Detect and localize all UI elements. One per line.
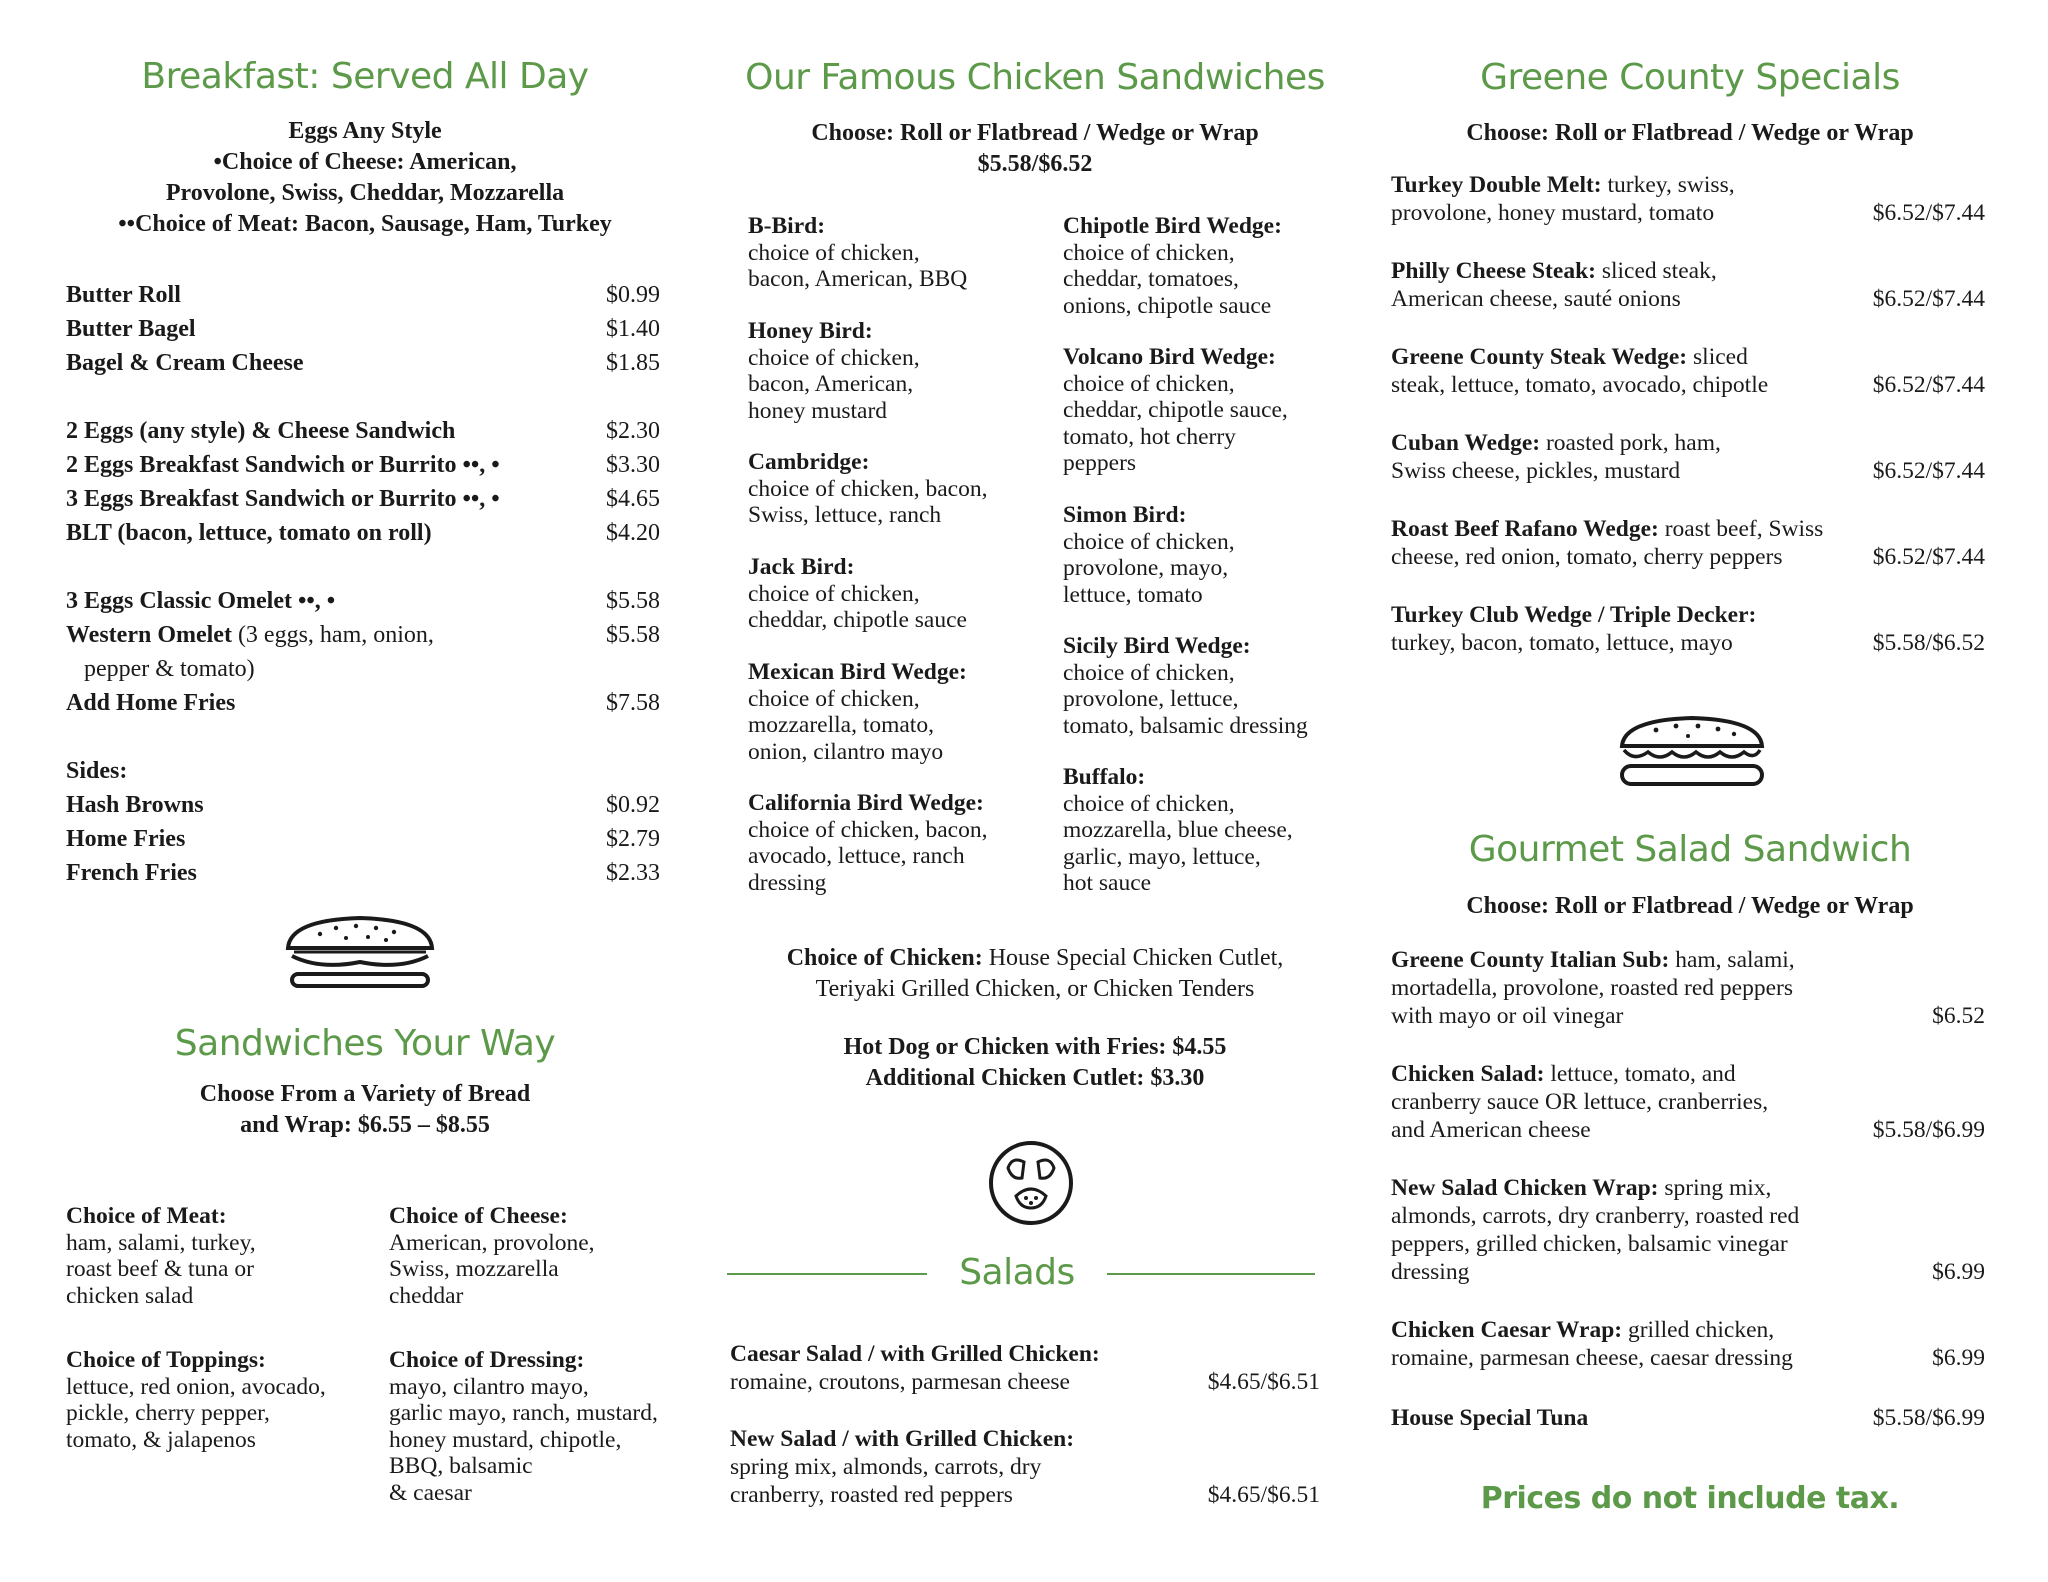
item-name: BLT (bacon, lettuce, tomato on roll)	[66, 520, 432, 546]
choice-line: pickle, cherry pepper,	[66, 1400, 270, 1426]
sandwich-desc: tomato, balsamic dressing	[1063, 712, 1308, 739]
gourmet-desc: cranberry sauce OR lettuce, cranberries,	[1391, 1089, 1769, 1115]
sandwich-desc: peppers	[1063, 450, 1137, 476]
gourmet-desc: spring mix,	[1658, 1175, 1772, 1201]
item-price: $0.92	[606, 792, 660, 818]
intro-line: Provolone, Swiss, Cheddar, Mozzarella	[165, 180, 565, 206]
gourmet-item	[1391, 1316, 1985, 1372]
sandwich-desc: choice of chicken,	[748, 685, 920, 712]
item-price: $1.40	[606, 316, 660, 342]
breakfast-intro	[60, 116, 670, 240]
special-item	[1391, 257, 1985, 313]
tax-note: Prices do not include tax.	[1480, 1481, 1900, 1516]
item-name: Bagel & Cream Cheese	[66, 350, 304, 376]
gourmet-desc: mortadella, provolone, roasted red peppers	[1391, 975, 1793, 1001]
gourmet-item	[1391, 1174, 1985, 1286]
item-name: Home Fries	[66, 826, 186, 852]
sandwich-desc: provolone, lettuce,	[1063, 686, 1239, 712]
chicken-sandwich	[1063, 502, 1235, 608]
choice-line: American, provolone,	[389, 1229, 595, 1256]
menu-item	[66, 278, 661, 312]
sandwich-name: Jack Bird:	[748, 554, 855, 580]
choice-title: Choice of Meat:	[66, 1203, 227, 1229]
sandwich-desc: garlic, mayo, lettuce,	[1063, 843, 1261, 870]
sandwich-desc: choice of chicken, bacon,	[748, 816, 988, 843]
menu-item	[66, 482, 661, 516]
item-name: Hash Browns	[66, 792, 204, 818]
salad-desc: romaine, croutons, parmesan cheese	[730, 1369, 1070, 1395]
menu-item	[66, 516, 661, 550]
hotdog-line: Hot Dog or Chicken with Fries: $4.55	[843, 1034, 1227, 1060]
menu-item	[66, 584, 661, 618]
choice-line: BBQ, balsamic	[389, 1453, 533, 1479]
choice-of-meat	[66, 1203, 256, 1309]
gourmet-desc: grilled chicken,	[1622, 1317, 1775, 1343]
special-item	[1391, 171, 1985, 227]
item-price: $2.79	[606, 826, 660, 852]
choice-title: Choice of Dressing:	[389, 1347, 585, 1373]
item-price: $5.58	[606, 622, 660, 648]
salad-item	[730, 1340, 1320, 1396]
gourmet-name: House Special Tuna	[1391, 1405, 1589, 1431]
choice-line: tomato, & jalapenos	[66, 1426, 256, 1453]
your-way-title: Sandwiches Your Way	[174, 1023, 556, 1064]
chicken-subtitle	[720, 118, 1350, 180]
special-item	[1391, 429, 1985, 485]
sandwich-desc: cheddar, chipotle sauce	[748, 607, 967, 633]
gourmet-price: $5.58/$6.99	[1872, 1405, 1985, 1431]
your-way-subtitle	[60, 1079, 670, 1141]
chicken-sandwich	[748, 449, 987, 529]
special-item	[1391, 515, 1985, 571]
salad-bowl-icon	[986, 1138, 1076, 1228]
gourmet-price: $6.99	[1932, 1345, 1985, 1371]
gourmet-subtitle: Choose: Roll or Flatbread / Wedge or Wrap	[1466, 893, 1914, 919]
gourmet-title: Gourmet Salad Sandwich	[1468, 829, 1912, 870]
item-price: $4.20	[606, 520, 660, 546]
sandwich-desc: cheddar, tomatoes,	[1063, 266, 1239, 292]
salad-name: Caesar Salad / with Grilled Chicken:	[730, 1341, 1100, 1367]
special-price: $5.58/$6.52	[1872, 630, 1985, 656]
sandwich-name: Simon Bird:	[1063, 502, 1187, 528]
menu-item	[66, 856, 661, 890]
subtitle-line: Choose From a Variety of Bread	[199, 1081, 531, 1107]
special-name: Turkey Club Wedge / Triple Decker:	[1391, 602, 1757, 628]
special-name: Cuban Wedge:	[1391, 430, 1541, 456]
item-name: Butter Roll	[66, 282, 181, 308]
gourmet-desc: lettuce, tomato, and	[1544, 1061, 1736, 1087]
sandwich-desc: dressing	[748, 869, 827, 896]
chicken-extras	[720, 1032, 1350, 1094]
sandwich-desc: mozzarella, blue cheese,	[1063, 817, 1293, 843]
item-price: $3.30	[606, 452, 660, 478]
item-name: 2 Eggs (any style) & Cheese Sandwich	[66, 418, 456, 444]
item-price: $7.58	[606, 690, 660, 716]
sandwich-name: Volcano Bird Wedge:	[1063, 344, 1276, 370]
special-price: $6.52/$7.44	[1872, 458, 1985, 484]
choice-label: Choice of Chicken:	[786, 945, 983, 971]
intro-line: Eggs Any Style	[288, 118, 442, 144]
salad-name: New Salad / with Grilled Chicken:	[730, 1426, 1075, 1452]
sandwich-desc: choice of chicken,	[748, 344, 920, 371]
sandwich-desc: mozzarella, tomato,	[748, 712, 934, 738]
item-price: $2.33	[606, 860, 660, 886]
sandwich-name: B-Bird:	[748, 213, 826, 239]
sides-label: Sides:	[66, 758, 128, 784]
special-desc: sliced steak,	[1595, 258, 1717, 284]
sandwich-name: Buffalo:	[1063, 764, 1146, 790]
gourmet-name: Greene County Italian Sub:	[1391, 947, 1670, 973]
special-desc: Swiss cheese, pickles, mustard	[1391, 458, 1681, 484]
sandwich-desc: avocado, lettuce, ranch	[748, 843, 965, 869]
menu-item	[66, 618, 661, 652]
special-desc: cheese, red onion, tomato, cherry peppers	[1391, 544, 1783, 570]
choice-of-toppings	[66, 1347, 326, 1453]
menu-item	[66, 414, 661, 448]
item-name: French Fries	[66, 860, 197, 886]
sandwich-name: Sicily Bird Wedge:	[1063, 633, 1251, 659]
sandwich-desc: choice of chicken,	[1063, 528, 1235, 555]
salads-title: Salads	[959, 1252, 1075, 1293]
special-desc: turkey, bacon, tomato, lettuce, mayo	[1391, 630, 1733, 656]
special-price: $6.52/$7.44	[1872, 286, 1985, 312]
sandwich-desc: choice of chicken,	[1063, 239, 1235, 266]
salad-desc: cranberry, roasted red peppers	[730, 1482, 1013, 1508]
choice-line: mayo, cilantro mayo,	[389, 1373, 589, 1400]
gourmet-item	[1391, 946, 1985, 1030]
sandwich-name: Mexican Bird Wedge:	[748, 659, 967, 685]
special-desc: provolone, honey mustard, tomato	[1391, 200, 1715, 226]
choice-title: Choice of Toppings:	[66, 1347, 266, 1373]
intro-line: •Choice of Cheese: American,	[213, 149, 517, 175]
chicken-sandwich	[748, 659, 967, 765]
special-desc: steak, lettuce, tomato, avocado, chipotle	[1391, 372, 1769, 398]
gourmet-item	[1391, 1404, 1985, 1432]
special-desc: roasted pork, ham,	[1540, 430, 1721, 456]
gourmet-name: New Salad Chicken Wrap:	[1391, 1175, 1659, 1201]
salad-price: $4.65/$6.51	[1207, 1369, 1320, 1395]
divider-line	[1107, 1273, 1315, 1275]
sandwich-desc: onion, cilantro mayo	[748, 738, 944, 765]
gourmet-desc: romaine, parmesan cheese, caesar dressing	[1391, 1345, 1793, 1371]
special-name: Philly Cheese Steak:	[1391, 258, 1596, 284]
item-desc-continued: pepper & tomato)	[84, 656, 255, 682]
item-name: 2 Eggs Breakfast Sandwich or Burrito ••, •	[66, 452, 500, 478]
cutlet-line: Additional Chicken Cutlet: $3.30	[865, 1065, 1205, 1091]
item-name: Western Omelet	[66, 622, 232, 648]
breakfast-title: Breakfast: Served All Day	[141, 56, 589, 97]
choice-line: & caesar	[389, 1479, 472, 1506]
menu-item	[66, 788, 661, 822]
choice-line: cheddar	[389, 1282, 464, 1309]
item-name: Add Home Fries	[66, 690, 236, 716]
salad-desc: spring mix, almonds, carrots, dry	[730, 1454, 1042, 1480]
gourmet-name: Chicken Salad:	[1391, 1061, 1545, 1087]
choice-line: garlic mayo, ranch, mustard,	[389, 1400, 658, 1426]
choice-text: Teriyaki Grilled Chicken, or Chicken Tenders	[815, 976, 1255, 1002]
sandwich-desc: choice of chicken,	[1063, 659, 1235, 686]
chicken-sandwich	[748, 213, 967, 293]
hoagie-sandwich-icon	[280, 912, 440, 996]
sandwich-desc: choice of chicken,	[1063, 370, 1235, 397]
specials-subtitle: Choose: Roll or Flatbread / Wedge or Wrap	[1466, 120, 1914, 146]
special-price: $6.52/$7.44	[1872, 544, 1985, 570]
item-price: $5.58	[606, 588, 660, 614]
special-desc: American cheese, sauté onions	[1391, 286, 1681, 312]
gourmet-desc: dressing	[1391, 1259, 1470, 1285]
sandwich-desc: honey mustard	[748, 397, 888, 424]
item-price: $0.99	[606, 282, 660, 308]
gourmet-item	[1391, 1060, 1985, 1144]
choice-of-cheese	[389, 1203, 595, 1309]
sandwich-desc: choice of chicken,	[748, 580, 920, 607]
sandwich-desc: lettuce, tomato	[1063, 581, 1203, 608]
menu-item	[66, 346, 661, 380]
salad-item	[730, 1425, 1320, 1509]
chicken-title: Our Famous Chicken Sandwiches	[745, 57, 1325, 98]
menu-item	[66, 312, 661, 346]
choice-line: Swiss, mozzarella	[389, 1256, 559, 1282]
item-price: $1.85	[606, 350, 660, 376]
sandwich-desc: provolone, mayo,	[1063, 555, 1229, 581]
choice-line: lettuce, red onion, avocado,	[66, 1373, 326, 1400]
special-item	[1391, 601, 1985, 657]
sandwich-name: California Bird Wedge:	[748, 790, 984, 816]
sandwich-desc: tomato, hot cherry	[1063, 423, 1236, 450]
chicken-sandwich	[1063, 764, 1293, 897]
divider-line	[727, 1273, 927, 1275]
special-item	[1391, 343, 1985, 399]
choice-line: honey mustard, chipotle,	[389, 1426, 622, 1453]
sandwich-desc: choice of chicken, bacon,	[748, 475, 988, 502]
special-name: Roast Beef Rafano Wedge:	[1391, 516, 1659, 542]
sandwich-name: Cambridge:	[748, 449, 870, 475]
choice-line: chicken salad	[66, 1282, 194, 1309]
menu-item	[66, 448, 661, 482]
sandwich-desc: bacon, American,	[748, 371, 914, 397]
gourmet-desc: and American cheese	[1391, 1117, 1591, 1143]
item-price: $2.30	[606, 418, 660, 444]
chicken-sandwich	[748, 318, 920, 424]
price-line: $5.58/$6.52	[977, 151, 1093, 177]
salad-price: $4.65/$6.51	[1207, 1482, 1320, 1508]
sandwich-desc: choice of chicken,	[748, 239, 920, 266]
menu-item	[66, 822, 661, 856]
item-name: 3 Eggs Breakfast Sandwich or Burrito ••, •	[66, 486, 500, 512]
item-name: Butter Bagel	[66, 316, 196, 342]
gourmet-desc: almonds, carrots, dry cranberry, roasted red	[1391, 1203, 1800, 1229]
chicken-sandwich	[748, 554, 967, 634]
choice-line: ham, salami, turkey,	[66, 1229, 256, 1256]
gourmet-desc: peppers, grilled chicken, balsamic vinegar	[1391, 1231, 1788, 1257]
choice-text: House Special Chicken Cutlet,	[982, 945, 1284, 971]
sandwich-desc: bacon, American, BBQ	[748, 266, 968, 292]
special-name: Greene County Steak Wedge:	[1391, 344, 1688, 370]
sandwich-desc: onions, chipotle sauce	[1063, 292, 1272, 319]
gourmet-price: $6.99	[1932, 1259, 1985, 1285]
item-desc: (3 eggs, ham, onion,	[231, 622, 434, 648]
item-price: $4.65	[606, 486, 660, 512]
intro-line: ••Choice of Meat: Bacon, Sausage, Ham, Turkey	[118, 211, 612, 237]
gourmet-price: $6.52	[1932, 1003, 1985, 1029]
subtitle-line: and Wrap: $6.55 – $8.55	[240, 1112, 490, 1138]
sandwich-desc: Swiss, lettuce, ranch	[748, 502, 942, 528]
chicken-sandwich	[1063, 344, 1288, 477]
choice-of-dressing	[389, 1347, 658, 1506]
item-name: 3 Eggs Classic Omelet ••, •	[66, 588, 336, 614]
special-price: $6.52/$7.44	[1872, 200, 1985, 226]
sandwich-desc: cheddar, chipotle sauce,	[1063, 397, 1288, 423]
sandwich-name: Chipotle Bird Wedge:	[1063, 213, 1282, 239]
special-price: $6.52/$7.44	[1872, 372, 1985, 398]
chicken-sandwich	[1063, 633, 1308, 739]
special-desc: sliced	[1687, 344, 1748, 370]
gourmet-desc: ham, salami,	[1669, 947, 1795, 973]
special-name: Turkey Double Melt:	[1391, 172, 1602, 198]
subtitle-line: Choose: Roll or Flatbread / Wedge or Wrap	[811, 120, 1259, 146]
sub-sandwich-icon	[1612, 712, 1772, 792]
chicken-sandwich	[748, 790, 987, 896]
choice-line: roast beef & tuna or	[66, 1256, 254, 1282]
sandwich-desc: choice of chicken,	[1063, 790, 1235, 817]
sandwich-name: Honey Bird:	[748, 318, 873, 344]
menu-item	[66, 686, 661, 720]
special-desc: roast beef, Swiss	[1658, 516, 1824, 542]
specials-title: Greene County Specials	[1480, 57, 1900, 98]
chicken-sandwich	[1063, 213, 1282, 319]
sandwich-desc: hot sauce	[1063, 870, 1152, 896]
gourmet-name: Chicken Caesar Wrap:	[1391, 1317, 1623, 1343]
gourmet-price: $5.58/$6.99	[1872, 1117, 1985, 1143]
choice-title: Choice of Cheese:	[389, 1203, 568, 1229]
gourmet-desc: with mayo or oil vinegar	[1391, 1003, 1624, 1029]
choice-of-chicken	[720, 943, 1350, 1005]
special-desc: turkey, swiss,	[1601, 172, 1735, 198]
